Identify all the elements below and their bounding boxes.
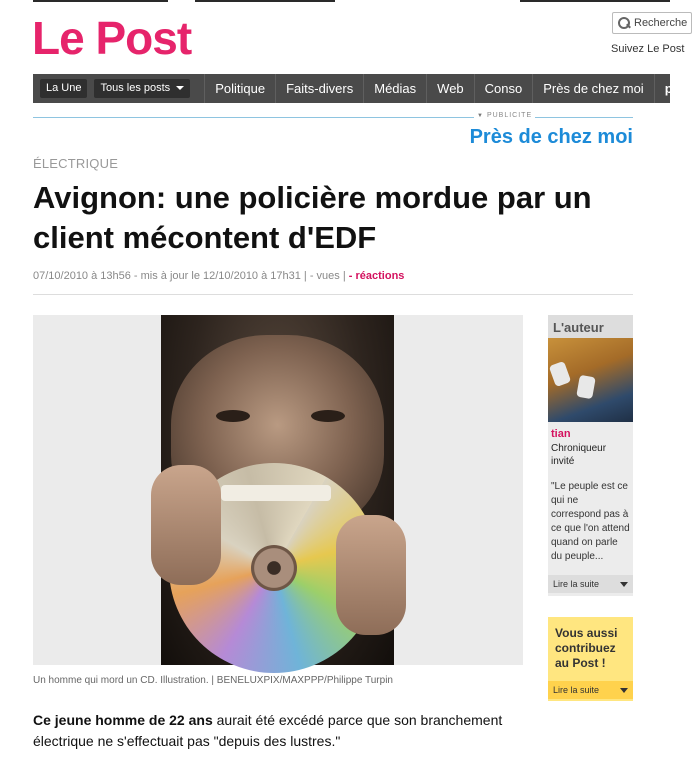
author-box-header: L'auteur xyxy=(548,315,633,338)
article-photo-frame xyxy=(33,315,523,665)
contribute-box[interactable] xyxy=(548,617,633,701)
top-strip-segment xyxy=(195,0,335,2)
lead-text: aurait été excédé parce que son branchement électrique ne s'effectuait pas "depuis des lustres." xyxy=(33,712,503,749)
author-read-more-button[interactable] xyxy=(548,575,633,593)
meta-divider xyxy=(33,294,633,295)
nav-all-posts-label: Tous les posts xyxy=(100,82,171,94)
chevron-down-icon xyxy=(176,86,184,90)
caret-down-icon xyxy=(620,688,628,693)
contribute-text: Vous aussi contribuez au Post ! xyxy=(555,626,618,670)
ad-label: ▼ PUBLICITE xyxy=(474,112,535,119)
top-strip xyxy=(0,0,670,4)
top-strip-segment xyxy=(33,0,168,2)
section-title[interactable]: Près de chez moi xyxy=(469,126,633,148)
photo-caption: Un homme qui mord un CD. Illustration. | BENELUXPIX/MAXPPP/Philippe Turpin xyxy=(33,675,393,686)
article-category[interactable]: ÉLECTRIQUE xyxy=(33,156,119,171)
article-headline: Avignon: une policière mordue par un client mécontent d'EDF xyxy=(33,180,592,255)
site-logo[interactable]: Le Post xyxy=(32,12,192,64)
nav-item-conso[interactable]: Conso xyxy=(474,74,533,103)
article-dates: 07/10/2010 à 13h56 - mis à jour le 12/10/2010 à 17h31 | - vues | xyxy=(33,270,349,282)
photo-eye xyxy=(216,410,250,422)
article-lead xyxy=(33,710,523,752)
photo-eye xyxy=(311,410,345,422)
search-icon[interactable] xyxy=(617,16,631,30)
contribute-read-more-button[interactable] xyxy=(548,681,633,699)
photo-hand xyxy=(336,515,406,635)
nav-item-truncated[interactable]: p xyxy=(654,74,673,103)
main-nav xyxy=(33,74,673,103)
read-more-label: Lire la suite xyxy=(553,685,600,695)
author-box xyxy=(548,315,633,596)
search-box[interactable] xyxy=(612,12,692,34)
author-role: Chroniqueur invité xyxy=(551,443,607,467)
nav-item-web[interactable]: Web xyxy=(426,74,474,103)
photo-hand xyxy=(151,465,221,585)
top-strip-segment xyxy=(520,0,670,2)
avatar-shoe xyxy=(576,375,596,399)
avatar-shoe xyxy=(549,361,572,387)
nav-item-faits-divers[interactable]: Faits-divers xyxy=(275,74,363,103)
author-quote: "Le peuple est ce qui ne correspond pas à ce que l'on attend quand on parle du peuple... xyxy=(551,481,630,562)
search-input[interactable] xyxy=(634,17,689,29)
follow-link[interactable]: Suivez Le Post xyxy=(611,43,685,55)
nav-all-posts-dropdown[interactable] xyxy=(94,79,190,98)
read-more-label: Lire la suite xyxy=(553,579,600,589)
nav-home-button[interactable]: La Une xyxy=(40,79,87,98)
article-meta xyxy=(33,270,404,282)
reactions-link[interactable]: - réactions xyxy=(348,270,405,282)
nav-item-politique[interactable]: Politique xyxy=(204,74,275,103)
caret-down-icon xyxy=(620,582,628,587)
nav-item-pres-de-chez-moi[interactable]: Près de chez moi xyxy=(532,74,653,103)
section-divider xyxy=(33,117,633,118)
article-photo xyxy=(161,315,394,665)
photo-teeth xyxy=(221,485,331,501)
lead-bold: Ce jeune homme de 22 ans xyxy=(33,712,213,728)
author-avatar[interactable] xyxy=(548,338,633,422)
author-name[interactable]: tian xyxy=(551,428,571,440)
nav-item-medias[interactable]: Médias xyxy=(363,74,426,103)
